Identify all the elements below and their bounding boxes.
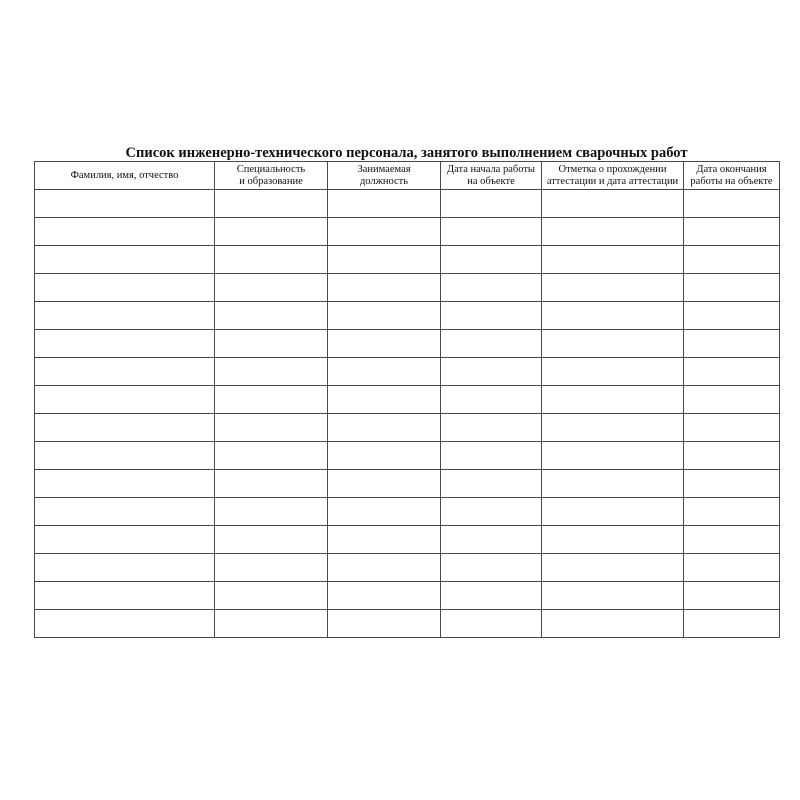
position-cell[interactable] xyxy=(328,358,441,386)
specialty-education-cell[interactable] xyxy=(215,610,328,638)
personnel-table xyxy=(34,161,780,638)
column-header-specialty-education: Специальность и образование xyxy=(215,162,328,190)
certification-cell[interactable] xyxy=(542,190,684,218)
specialty-education-cell[interactable] xyxy=(215,554,328,582)
end-date-cell[interactable] xyxy=(684,330,780,358)
end-date-cell[interactable] xyxy=(684,274,780,302)
position-cell[interactable] xyxy=(328,274,441,302)
certification-cell[interactable] xyxy=(542,610,684,638)
specialty-education-cell[interactable] xyxy=(215,386,328,414)
certification-cell[interactable] xyxy=(542,330,684,358)
full-name-cell[interactable] xyxy=(35,470,215,498)
certification-cell[interactable] xyxy=(542,498,684,526)
column-header-start-date: Дата начала работы на объекте xyxy=(441,162,542,190)
end-date-cell[interactable] xyxy=(684,358,780,386)
certification-cell[interactable] xyxy=(542,246,684,274)
full-name-cell[interactable] xyxy=(35,358,215,386)
end-date-cell[interactable] xyxy=(684,246,780,274)
specialty-education-cell[interactable] xyxy=(215,498,328,526)
full-name-cell[interactable] xyxy=(35,554,215,582)
certification-cell[interactable] xyxy=(542,414,684,442)
specialty-education-cell[interactable] xyxy=(215,358,328,386)
position-cell[interactable] xyxy=(328,470,441,498)
full-name-cell[interactable] xyxy=(35,414,215,442)
certification-cell[interactable] xyxy=(542,218,684,246)
full-name-cell[interactable] xyxy=(35,610,215,638)
start-date-cell[interactable] xyxy=(441,470,542,498)
end-date-cell[interactable] xyxy=(684,582,780,610)
start-date-cell[interactable] xyxy=(441,330,542,358)
position-cell[interactable] xyxy=(328,582,441,610)
position-cell[interactable] xyxy=(328,386,441,414)
end-date-cell[interactable] xyxy=(684,218,780,246)
start-date-cell[interactable] xyxy=(441,498,542,526)
column-header-end-date: Дата окончания работы на объекте xyxy=(684,162,780,190)
end-date-cell[interactable] xyxy=(684,526,780,554)
table-row xyxy=(35,302,780,330)
start-date-cell[interactable] xyxy=(441,274,542,302)
specialty-education-cell[interactable] xyxy=(215,246,328,274)
full-name-cell[interactable] xyxy=(35,498,215,526)
certification-cell[interactable] xyxy=(542,470,684,498)
certification-cell[interactable] xyxy=(542,582,684,610)
specialty-education-cell[interactable] xyxy=(215,274,328,302)
position-cell[interactable] xyxy=(328,442,441,470)
specialty-education-cell[interactable] xyxy=(215,414,328,442)
start-date-cell[interactable] xyxy=(441,582,542,610)
certification-cell[interactable] xyxy=(542,358,684,386)
position-cell[interactable] xyxy=(328,190,441,218)
table-row xyxy=(35,470,780,498)
table-row xyxy=(35,414,780,442)
position-cell[interactable] xyxy=(328,302,441,330)
position-cell[interactable] xyxy=(328,610,441,638)
specialty-education-cell[interactable] xyxy=(215,218,328,246)
specialty-education-cell[interactable] xyxy=(215,330,328,358)
column-header-full-name: Фамилия, имя, отчество xyxy=(35,162,215,190)
end-date-cell[interactable] xyxy=(684,414,780,442)
header-row xyxy=(35,162,780,190)
table-header xyxy=(35,162,780,190)
start-date-cell[interactable] xyxy=(441,190,542,218)
start-date-cell[interactable] xyxy=(441,358,542,386)
end-date-cell[interactable] xyxy=(684,470,780,498)
position-cell[interactable] xyxy=(328,554,441,582)
certification-cell[interactable] xyxy=(542,386,684,414)
certification-cell[interactable] xyxy=(542,442,684,470)
specialty-education-cell[interactable] xyxy=(215,470,328,498)
full-name-cell[interactable] xyxy=(35,190,215,218)
start-date-cell[interactable] xyxy=(441,554,542,582)
table-row xyxy=(35,274,780,302)
full-name-cell[interactable] xyxy=(35,246,215,274)
end-date-cell[interactable] xyxy=(684,610,780,638)
position-cell[interactable] xyxy=(328,246,441,274)
start-date-cell[interactable] xyxy=(441,218,542,246)
table-row xyxy=(35,554,780,582)
start-date-cell[interactable] xyxy=(441,302,542,330)
specialty-education-cell[interactable] xyxy=(215,442,328,470)
table-row xyxy=(35,498,780,526)
position-cell[interactable] xyxy=(328,330,441,358)
table-row xyxy=(35,330,780,358)
start-date-cell[interactable] xyxy=(441,246,542,274)
column-header-position: Занимаемая должность xyxy=(328,162,441,190)
end-date-cell[interactable] xyxy=(684,190,780,218)
certification-cell[interactable] xyxy=(542,274,684,302)
specialty-education-cell[interactable] xyxy=(215,526,328,554)
position-cell[interactable] xyxy=(328,414,441,442)
table-row xyxy=(35,442,780,470)
table-row xyxy=(35,246,780,274)
table-row xyxy=(35,218,780,246)
certification-cell[interactable] xyxy=(542,526,684,554)
start-date-cell[interactable] xyxy=(441,442,542,470)
table-row xyxy=(35,386,780,414)
full-name-cell[interactable] xyxy=(35,386,215,414)
table-body xyxy=(35,190,780,638)
end-date-cell[interactable] xyxy=(684,442,780,470)
start-date-cell[interactable] xyxy=(441,610,542,638)
end-date-cell[interactable] xyxy=(684,302,780,330)
specialty-education-cell[interactable] xyxy=(215,582,328,610)
full-name-cell[interactable] xyxy=(35,302,215,330)
full-name-cell[interactable] xyxy=(35,218,215,246)
full-name-cell[interactable] xyxy=(35,330,215,358)
start-date-cell[interactable] xyxy=(441,386,542,414)
position-cell[interactable] xyxy=(328,218,441,246)
column-header-certification: Отметка о прохождении аттестации и дата аттестации xyxy=(542,162,684,190)
full-name-cell[interactable] xyxy=(35,274,215,302)
certification-cell[interactable] xyxy=(542,554,684,582)
specialty-education-cell[interactable] xyxy=(215,190,328,218)
start-date-cell[interactable] xyxy=(441,414,542,442)
full-name-cell[interactable] xyxy=(35,442,215,470)
table-row xyxy=(35,610,780,638)
end-date-cell[interactable] xyxy=(684,386,780,414)
end-date-cell[interactable] xyxy=(684,498,780,526)
certification-cell[interactable] xyxy=(542,302,684,330)
end-date-cell[interactable] xyxy=(684,554,780,582)
table-row xyxy=(35,582,780,610)
specialty-education-cell[interactable] xyxy=(215,302,328,330)
position-cell[interactable] xyxy=(328,498,441,526)
table-row xyxy=(35,358,780,386)
document-title: Список инженерно-технического персонала, занятого выполнением сварочных работ xyxy=(125,145,688,161)
table-row xyxy=(35,526,780,554)
full-name-cell[interactable] xyxy=(35,582,215,610)
full-name-cell[interactable] xyxy=(35,526,215,554)
start-date-cell[interactable] xyxy=(441,526,542,554)
position-cell[interactable] xyxy=(328,526,441,554)
table-row xyxy=(35,190,780,218)
